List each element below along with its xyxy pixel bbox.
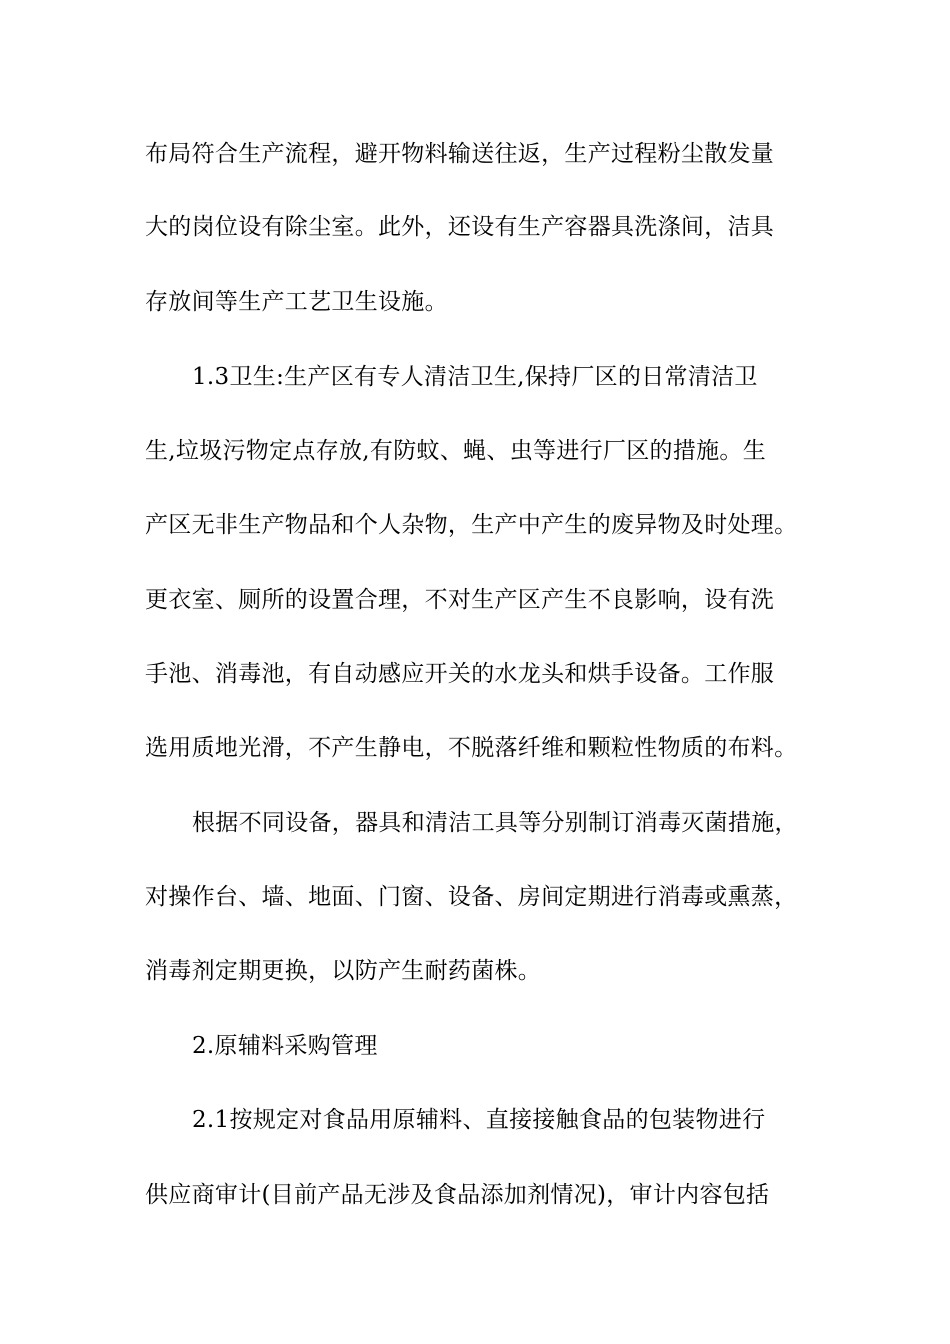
text-line: 产区无非生产物品和个人杂物，生产中产生的废异物及时处理。 [145,512,798,538]
text-line: 选用质地光滑，不产生静电，不脱落纤维和颗粒性物质的布料。 [145,735,798,761]
text-line: 存放间等生产工艺卫生设施。 [145,289,448,315]
text-line: 1.3卫生:生产区有专人清洁卫生,保持厂区的日常清洁卫 [192,364,758,390]
text-line: 手池、消毒池，有自动感应开关的水龙头和烘手设备。工作服 [145,661,775,687]
section-heading: 2.原辅料采购管理 [192,1033,378,1059]
text-line: 更衣室、厕所的设置合理，不对生产区产生不良影响，设有洗 [145,587,775,613]
text-line: 供应商审计(目前产品无涉及食品添加剂情况)，审计内容包括 [145,1182,770,1208]
text-line: 2.1按规定对食品用原辅料、直接接触食品的包装物进行 [192,1107,766,1133]
text-line: 布局符合生产流程，避开物料输送往返，生产过程粉尘散发量 [145,141,775,167]
text-line: 生,垃圾污物定点存放,有防蚊、蝇、虫等进行厂区的措施。生 [145,438,767,464]
text-line: 根据不同设备，器具和清洁工具等分别制订消毒灭菌措施， [192,810,798,836]
text-line: 消毒剂定期更换，以防产生耐药菌株。 [145,958,542,984]
text-line: 大的岗位设有除尘室。此外，还设有生产容器具洗涤间，洁具 [145,214,775,240]
text-line: 对操作台、墙、地面、门窗、设备、房间定期进行消毒或熏蒸， [145,884,798,910]
